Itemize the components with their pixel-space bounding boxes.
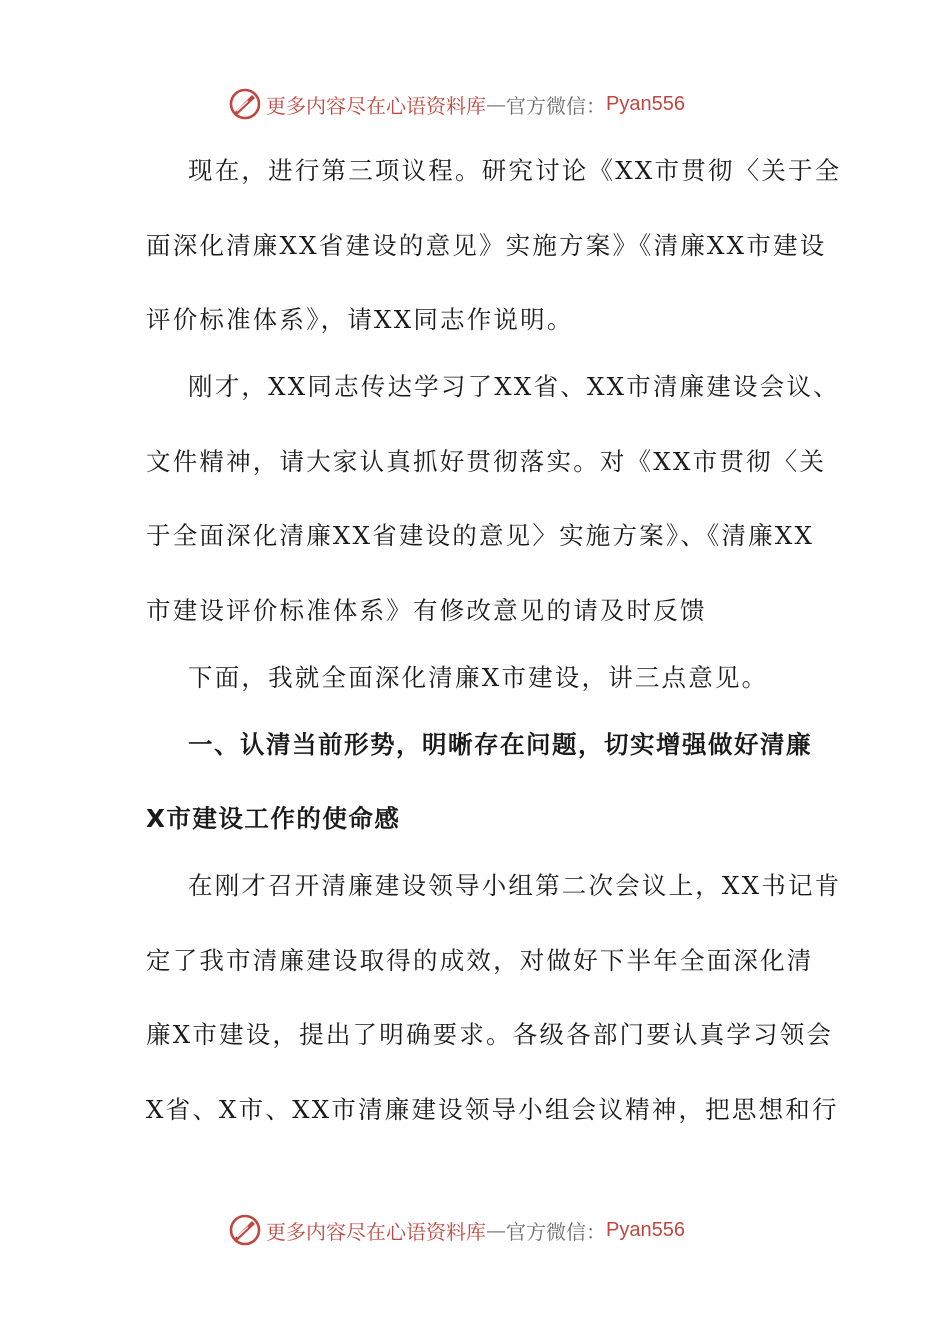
text-line: 评价标准体系》，请XX同志作说明。 <box>146 305 574 334</box>
text-line: 市建设评价标准体系》有修改意见的请及时反馈 <box>146 595 707 625</box>
text-line: 下面，我就全面深化清廉X市建设，讲三点意见。 <box>188 662 769 692</box>
watermark-site: 更多内容尽在心语资料库 <box>266 93 486 118</box>
footer-watermark <box>228 1212 685 1248</box>
text-line: 现在，进行第三项议程。研究讨论《XX市贯彻〈关于全 <box>188 156 842 185</box>
quill-logo-icon <box>228 87 262 121</box>
paragraph-agenda <box>146 142 842 358</box>
text-line: 面深化清廉XX省建设的意见》实施方案》《清廉XX市建设 <box>146 230 827 260</box>
watermark-separator: — <box>486 92 506 116</box>
watermark-wechat-label: 官方微信： <box>506 1219 606 1244</box>
paragraph-intro <box>146 649 808 716</box>
paragraph-feedback <box>146 358 840 649</box>
quill-logo-icon <box>228 1213 262 1247</box>
watermark-wechat-label: 官方微信： <box>506 93 606 118</box>
paragraph-meeting <box>146 857 842 1155</box>
text-line: 文件精神，请大家认真抓好贯彻落实。对《XX市贯彻〈关 <box>146 446 827 476</box>
text-line: 廉X市建设，提出了明确要求。各级各部门要认真学习领会 <box>146 1020 834 1049</box>
section-heading-1 <box>146 716 812 858</box>
text-line: 在刚才召开清廉建设领导小组第二次会议上，XX书记肯 <box>188 871 842 900</box>
text-line: X省、X市、XX市清廉建设领导小组会议精神，把思想和行 <box>146 1094 839 1124</box>
heading-line: 一、认清当前形势，明晰存在问题，切实增强做好清廉 <box>188 729 812 759</box>
text-line: 刚才，XX同志传达学习了XX省、XX市清廉建设会议、 <box>188 372 840 401</box>
text-line: 于全面深化清廉XX省建设的意见〉实施方案》、《清廉XX <box>146 521 815 550</box>
document-body <box>146 142 842 1155</box>
watermark-wechat-id: Pyan556 <box>606 1218 685 1241</box>
header-watermark <box>228 86 685 122</box>
watermark-site: 更多内容尽在心语资料库 <box>266 1219 486 1244</box>
watermark-wechat-id: Pyan556 <box>606 92 685 115</box>
watermark-separator: — <box>486 1218 506 1242</box>
heading-line: X市建设工作的使命感 <box>146 804 401 833</box>
text-line: 定了我市清廉建设取得的成效，对做好下半年全面深化清 <box>146 945 814 975</box>
